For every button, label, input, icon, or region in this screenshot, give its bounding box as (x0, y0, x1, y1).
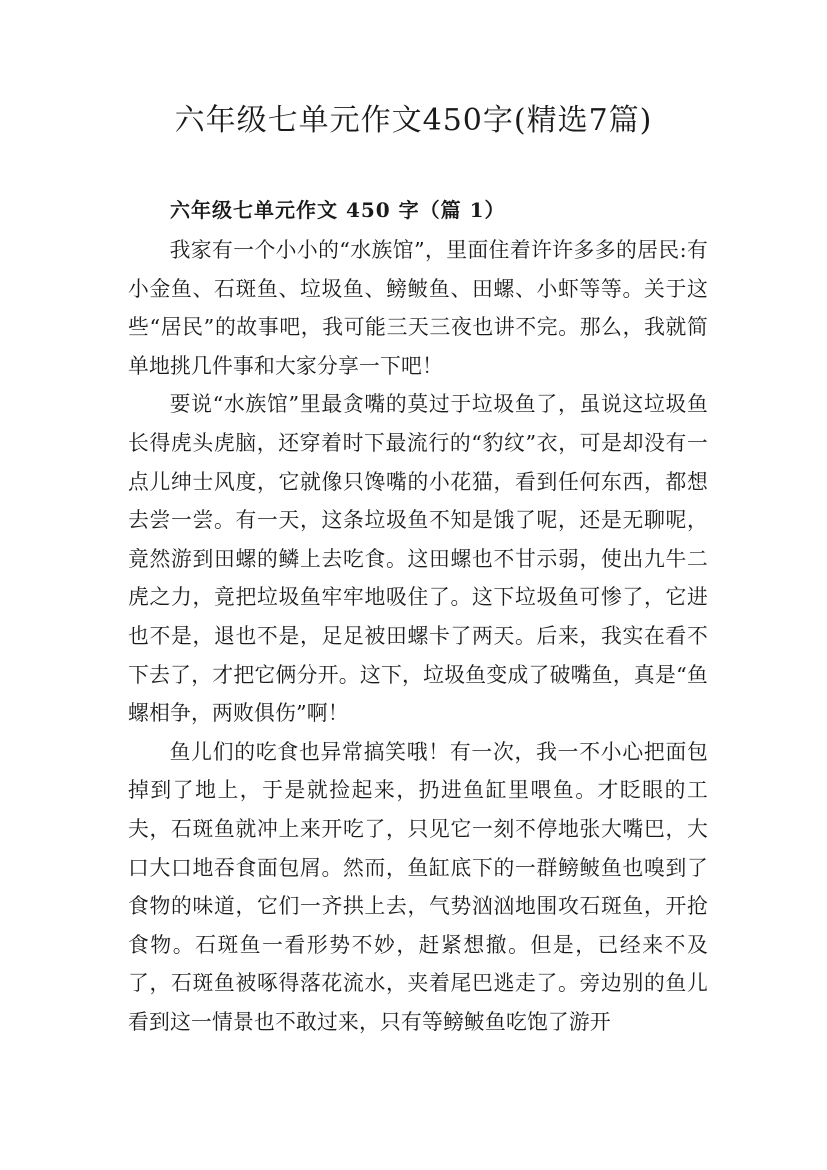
paragraph: 要说“水族馆”里最贪嘴的莫过于垃圾鱼了，虽说这垃圾鱼长得虎头虎脑，还穿着时下最流行的“豹纹”衣，可是却没有一点儿绅士风度，它就像只馋嘴的小花猫，看到任何东西，都想去尝一尝。有一天，这条垃圾鱼不知是饿了呢，还是无聊呢，竟然游到田螺的鳞上去吃食。这田螺也不甘示弱，使出九牛二虎之力，竟把垃圾鱼牢牢地吸住了。这下垃圾鱼可惨了，它进也不是，退也不是，足足被田螺卡了两天。后来，我实在看不下去了，才把它俩分开。这下，垃圾鱼变成了破嘴鱼，真是“鱼螺相争，两败俱伤”啊！ (128, 392, 708, 726)
paragraph: 鱼儿们的吃食也异常搞笑哦！有一次，我一不小心把面包掉到了地上，于是就捡起来，扔进鱼缸里喂鱼。才眨眼的工夫，石斑鱼就冲上来开吃了，只见它一刻不停地张大嘴巴，大口大口地吞食面包屑。然而，鱼缸底下的一群鳑鲏鱼也嗅到了食物的味道，它们一齐拱上去，气势汹汹地围攻石斑鱼，开抢食物。石斑鱼一看形势不妙，赶紧想撤。但是，已经来不及了，石斑鱼被啄得落花流水，夹着尾巴逃走了。旁边别的鱼儿看到这一情景也不敢过来，只有等鳑鲏鱼吃饱了游开 (128, 739, 708, 1034)
paragraph: 我家有一个小小的“水族馆”，里面住着许许多多的居民:有小金鱼、石斑鱼、垃圾鱼、鳑鲏鱼、田螺、小虾等等。关于这些“居民”的故事吧，我可能三天三夜也讲不完。那么，我就简单地挑几件事和大家分享一下吧！ (128, 238, 708, 378)
document-title: 六年级七单元作文450字(精选7篇) (174, 103, 653, 138)
article-body (128, 231, 708, 1041)
section-heading: 六年级七单元作文 450 字（篇 1） (170, 198, 506, 222)
